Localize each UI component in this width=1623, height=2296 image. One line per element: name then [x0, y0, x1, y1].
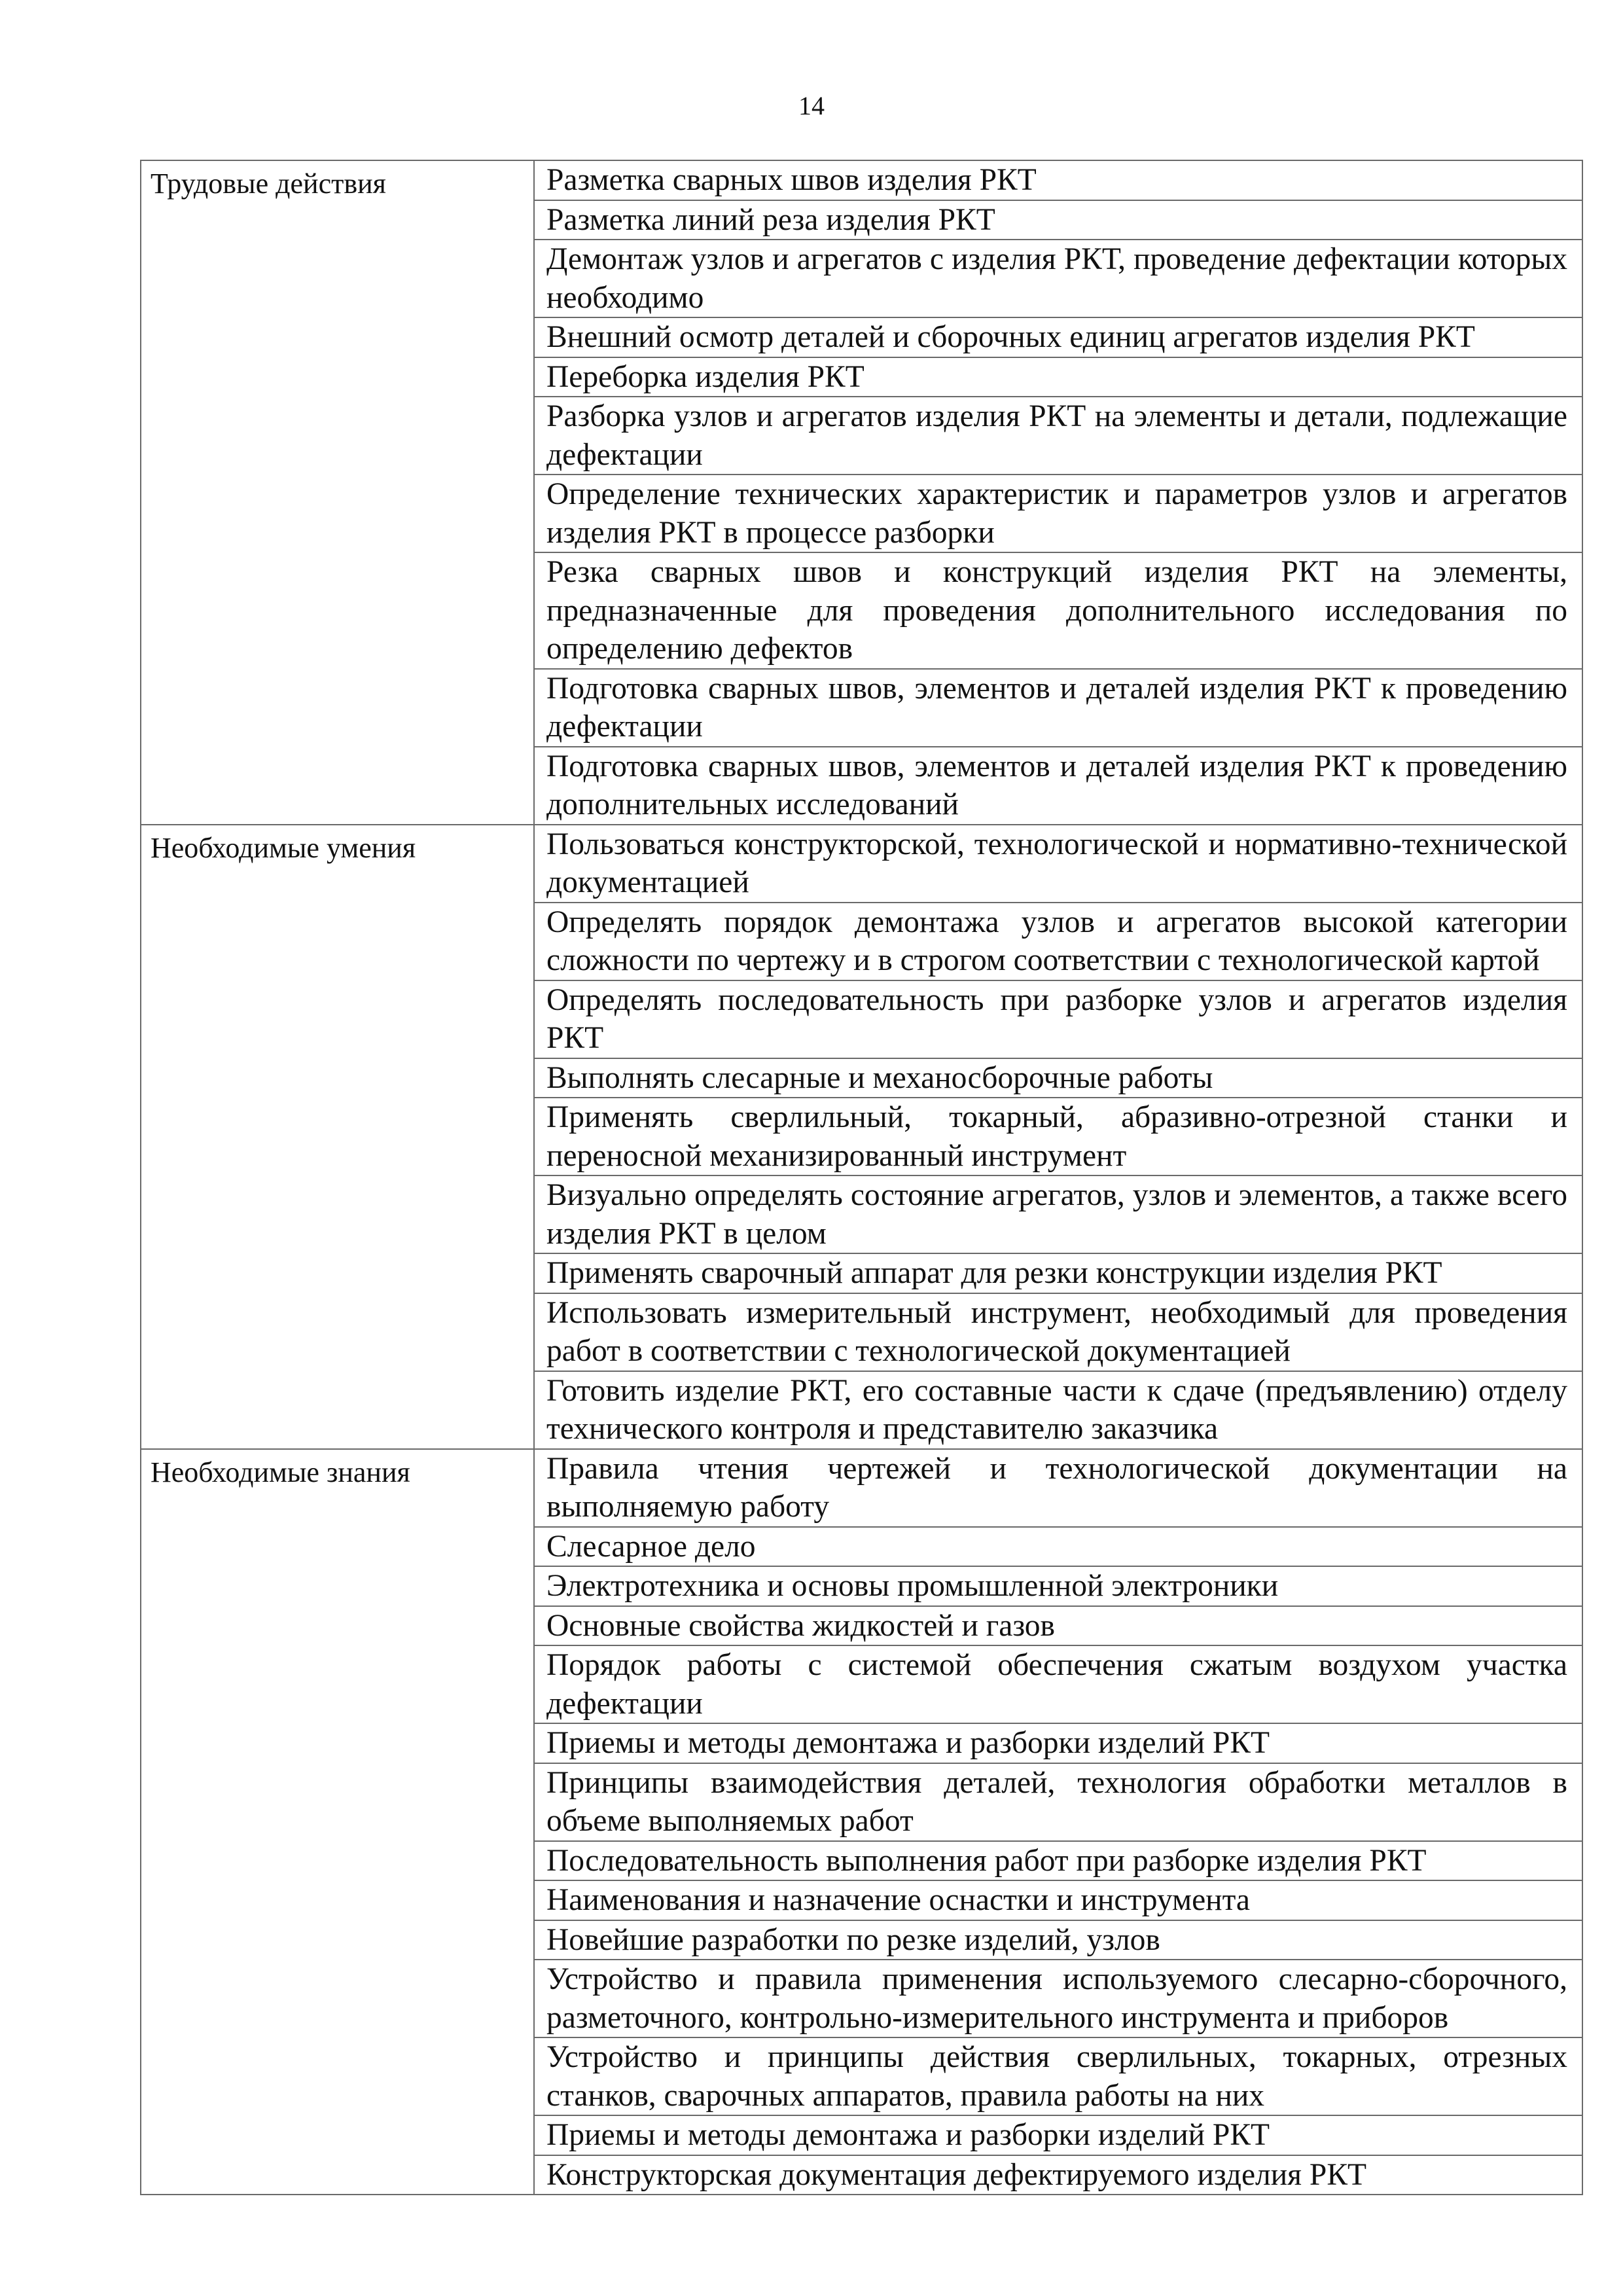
list-item: Принципы взаимодействия деталей, технология обработки металлов в объеме выполняемых работ — [535, 1764, 1582, 1842]
list-item: Конструкторская документация дефектируемого изделия РКТ — [546, 2157, 1367, 2192]
list-item: Основные свойства жидкостей и газов — [535, 1607, 1582, 1647]
section-items — [534, 160, 1582, 825]
list-item: Разборка узлов и агрегатов изделия РКТ на элементы и детали, подлежащие дефектации — [535, 397, 1582, 475]
list-item: Слесарное дело — [535, 1528, 1582, 1568]
section-title: Трудовые действия — [141, 160, 534, 825]
list-item: Определять последовательность при разборке узлов и агрегатов изделия РКТ — [535, 981, 1582, 1059]
list-item: Определять порядок демонтажа узлов и агрегатов высокой категории сложности по чертежу и в строгом соответствии с технологической картой — [535, 903, 1582, 981]
list-item: Визуально определять состояние агрегатов, узлов и элементов, а также всего изделия РКТ в целом — [535, 1176, 1582, 1254]
list-item: Последовательность выполнения работ при разборке изделия РКТ — [535, 1842, 1582, 1882]
list-item: Электротехника и основы промышленной электроники — [535, 1567, 1582, 1607]
list-item: Определение технических характеристик и параметров узлов и агрегатов изделия РКТ в процессе разборки — [535, 475, 1582, 553]
list-item: Выполнять слесарные и механосборочные работы — [535, 1059, 1582, 1099]
section-title: Необходимые умения — [141, 825, 534, 1449]
list-item: Использовать измерительный инструмент, необходимый для проведения работ в соответствии с технологической документацией — [535, 1294, 1582, 1372]
page-number: 14 — [798, 91, 825, 120]
list-item: Пользоваться конструкторской, технологической и нормативно-технической документацией — [535, 825, 1582, 903]
list-item: Резка сварных швов и конструкций изделия РКТ на элементы, предназначенные для проведения дополнительного исследования по определению дефектов — [535, 553, 1582, 670]
section-row — [141, 825, 1582, 1449]
section-items — [534, 825, 1582, 1449]
list-item: Приемы и методы демонтажа и разборки изделий РКТ — [535, 2116, 1582, 2156]
list-item: Готовить изделие РКТ, его составные части к сдаче (предъявлению) отделу технического контроля и представителю заказчика — [546, 1373, 1567, 1446]
list-item: Устройство и принципы действия сверлильных, токарных, отрезных станков, сварочных аппаратов, правила работы на них — [535, 2038, 1582, 2116]
list-item: Наименования и назначение оснастки и инструмента — [535, 1881, 1582, 1921]
list-item: Правила чтения чертежей и технологической документации на выполняемую работу — [535, 1450, 1582, 1528]
list-item: Переборка изделия РКТ — [535, 358, 1582, 398]
list-item: Разметка линий реза изделия РКТ — [535, 201, 1582, 241]
section-row — [141, 1449, 1582, 2195]
list-item: Устройство и правила применения используемого слесарно-сборочного, разметочного, контрольно-измерительного инструмента и приборов — [535, 1960, 1582, 2038]
list-item: Применять сварочный аппарат для резки конструкции изделия РКТ — [535, 1254, 1582, 1294]
list-item: Внешний осмотр деталей и сборочных единиц агрегатов изделия РКТ — [535, 318, 1582, 358]
section-row — [141, 160, 1582, 825]
section-title: Необходимые знания — [141, 1449, 534, 2195]
list-item: Демонтаж узлов и агрегатов с изделия РКТ, проведение дефектации которых необходимо — [535, 240, 1582, 318]
requirements-table — [140, 160, 1583, 2195]
section-items — [534, 1449, 1582, 2195]
list-item: Новейшие разработки по резке изделий, узлов — [535, 1921, 1582, 1961]
list-item: Порядок работы с системой обеспечения сжатым воздухом участка дефектации — [535, 1646, 1582, 1724]
list-item: Разметка сварных швов изделия РКТ — [535, 161, 1582, 201]
list-item: Подготовка сварных швов, элементов и деталей изделия РКТ к проведению дополнительных исследований — [546, 749, 1567, 821]
list-item: Подготовка сварных швов, элементов и деталей изделия РКТ к проведению дефектации — [535, 670, 1582, 747]
list-item: Приемы и методы демонтажа и разборки изделий РКТ — [535, 1724, 1582, 1764]
list-item: Применять сверлильный, токарный, абразивно-отрезной станки и переносной механизированный инструмент — [535, 1098, 1582, 1176]
